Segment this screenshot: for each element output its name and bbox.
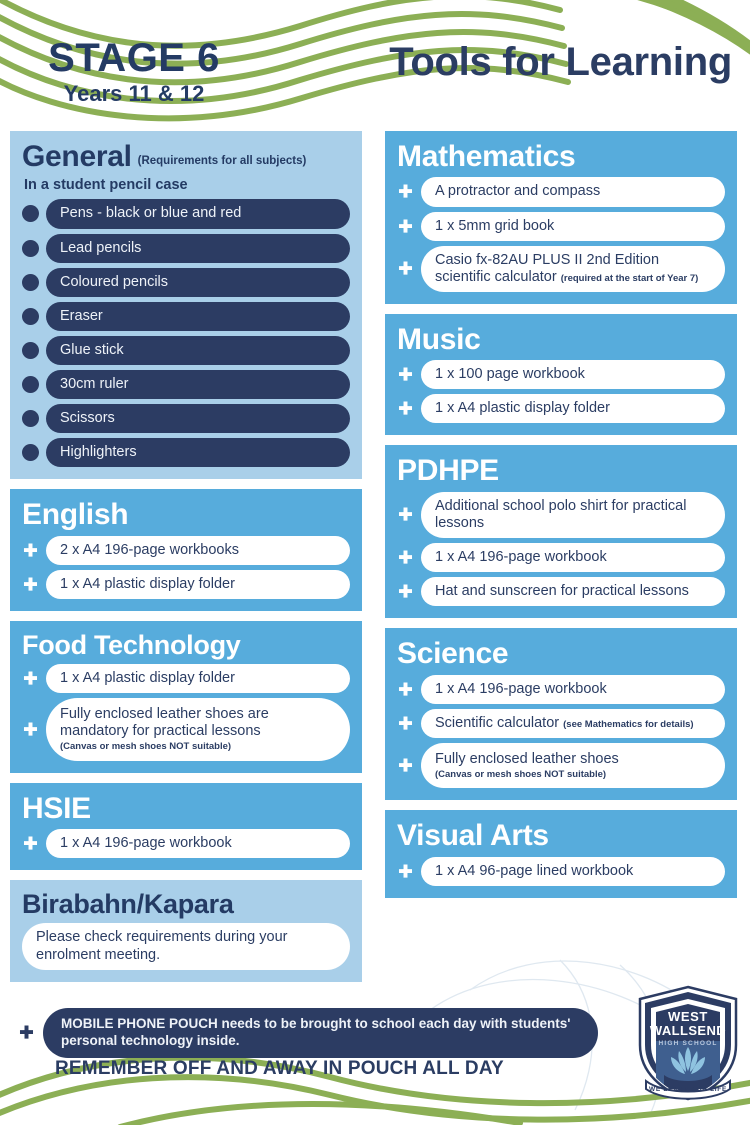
card-title: Visual Arts xyxy=(397,819,549,853)
card-note: (Requirements for all subjects) xyxy=(137,155,307,167)
subject-card-visual-arts xyxy=(385,810,737,898)
list-item xyxy=(22,199,350,228)
item-text: 2 x A4 196-page workbooks xyxy=(60,541,239,558)
item-pill xyxy=(421,246,725,292)
item-text: 1 x A4 plastic display folder xyxy=(60,670,235,687)
item-text: 1 x A4 plastic display folder xyxy=(60,575,235,592)
list-item xyxy=(397,857,725,886)
remember-notice: REMEMBER OFF AND AWAY IN POUCH ALL DAY xyxy=(55,1058,504,1079)
plus-icon xyxy=(397,681,414,698)
mobile-phone-pouch-row xyxy=(18,1008,598,1058)
list-item xyxy=(397,360,725,389)
list-item xyxy=(397,675,725,704)
item-pill xyxy=(46,268,350,297)
item-pill xyxy=(46,404,350,433)
card-title: Mathematics xyxy=(397,140,576,173)
item-pill xyxy=(421,394,725,423)
item-list xyxy=(397,360,725,423)
subject-card-music xyxy=(385,314,737,436)
card-title: PDHPE xyxy=(397,454,499,488)
item-pill xyxy=(421,577,725,606)
list-item xyxy=(397,577,725,606)
item-pill xyxy=(22,923,350,969)
stage-title: STAGE 6 xyxy=(48,36,220,80)
item-text: Coloured pencils xyxy=(60,273,169,290)
card-title: Birabahn/Kapara xyxy=(22,889,234,920)
list-item xyxy=(22,664,350,693)
plus-icon xyxy=(397,218,414,235)
bullet-dot-icon xyxy=(22,308,39,325)
item-subtext: (Canvas or mesh shoes NOT suitable) xyxy=(435,768,607,780)
item-pill xyxy=(46,664,350,693)
item-text: Pens - black or blue and red xyxy=(60,205,242,222)
item-text: 1 x 5mm grid book xyxy=(435,217,555,234)
list-item xyxy=(397,543,725,572)
poster-header xyxy=(0,38,750,118)
plus-icon xyxy=(22,721,39,738)
item-text: 1 x 100 page workbook xyxy=(435,366,585,383)
card-header xyxy=(22,890,350,919)
plus-icon xyxy=(397,260,414,277)
item-text: Additional school polo shirt for practical lessons xyxy=(435,497,687,531)
list-item xyxy=(22,438,350,467)
item-text: Glue stick xyxy=(60,341,124,358)
item-text: 1 x A4 196-page workbook xyxy=(435,680,607,697)
right-column xyxy=(385,131,737,908)
list-item xyxy=(397,709,725,738)
item-inline-note: (required at the start of Year 7) xyxy=(560,272,699,284)
logo-line2: WALLSEND xyxy=(649,1023,727,1038)
item-pill xyxy=(421,212,725,241)
item-list xyxy=(22,199,350,467)
item-pill xyxy=(46,336,350,365)
bullet-dot-icon xyxy=(22,342,39,359)
plus-icon xyxy=(397,863,414,880)
item-text xyxy=(435,252,711,286)
plus-icon xyxy=(397,506,414,523)
plus-icon xyxy=(22,542,39,559)
plus-icon xyxy=(397,757,414,774)
subject-card-birabahn-kapara xyxy=(10,880,362,981)
list-item xyxy=(22,370,350,399)
list-item xyxy=(22,336,350,365)
item-text: A protractor and compass xyxy=(435,183,601,200)
item-text: Fully enclosed leather shoes xyxy=(435,750,619,767)
item-pill xyxy=(46,570,350,599)
list-item xyxy=(22,268,350,297)
card-header xyxy=(22,499,350,531)
item-list xyxy=(22,923,350,969)
list-item xyxy=(22,536,350,565)
item-text: 30cm ruler xyxy=(60,375,129,392)
item-pill xyxy=(421,857,725,886)
item-pill xyxy=(46,536,350,565)
item-subtext: (Canvas or mesh shoes NOT suitable) xyxy=(60,741,232,753)
logo-line3: HIGH SCHOOL xyxy=(658,1040,718,1047)
school-logo xyxy=(634,985,742,1103)
bullet-dot-icon xyxy=(22,205,39,222)
plus-icon xyxy=(397,549,414,566)
plus-icon xyxy=(18,1024,35,1041)
bullet-dot-icon xyxy=(22,410,39,427)
item-pill xyxy=(46,698,350,761)
item-pill xyxy=(46,829,350,858)
card-header xyxy=(397,820,725,852)
plus-icon xyxy=(397,400,414,417)
list-item xyxy=(22,829,350,858)
subject-card-science xyxy=(385,628,737,800)
card-title: HSIE xyxy=(22,791,91,825)
page-title: Tools for Learning xyxy=(389,40,732,84)
item-pill xyxy=(421,360,725,389)
bullet-dot-icon xyxy=(22,444,39,461)
item-text: 1 x A4 196-page workbook xyxy=(435,549,607,566)
subject-card-pdhpe xyxy=(385,445,737,618)
card-title: Music xyxy=(397,322,481,356)
item-pill xyxy=(421,675,725,704)
list-item xyxy=(22,570,350,599)
item-pill xyxy=(46,302,350,331)
item-text: Scissors xyxy=(60,410,115,427)
card-header xyxy=(22,141,350,173)
item-pill xyxy=(46,438,350,467)
card-header xyxy=(397,141,725,173)
item-inline-note: (see Mathematics for details) xyxy=(563,718,694,730)
plus-icon xyxy=(22,670,39,687)
mobile-phone-pouch-text: MOBILE PHONE POUCH needs to be brought to school each day with students' personal technology inside. xyxy=(61,1016,571,1048)
item-list xyxy=(22,536,350,599)
mobile-phone-pouch-pill xyxy=(43,1008,598,1058)
card-title: General xyxy=(22,140,132,173)
item-pill xyxy=(421,543,725,572)
plus-icon xyxy=(397,183,414,200)
list-item xyxy=(397,743,725,789)
subject-card-food-technology xyxy=(10,621,362,773)
logo-line1: WEST xyxy=(668,1009,708,1024)
card-header xyxy=(397,324,725,356)
list-item xyxy=(397,177,725,206)
item-text: Please check requirements during your enrolment meeting. xyxy=(36,929,288,963)
item-pill xyxy=(46,370,350,399)
item-text: Lead pencils xyxy=(60,239,142,256)
list-item xyxy=(22,404,350,433)
list-item xyxy=(397,394,725,423)
card-header xyxy=(397,455,725,487)
item-pill xyxy=(421,743,725,789)
subject-card-english xyxy=(10,489,362,611)
list-item xyxy=(22,923,350,969)
plus-icon xyxy=(22,835,39,852)
logo-ribbon-text: WE LEARN FOR LIFE xyxy=(649,1086,727,1093)
list-item xyxy=(22,698,350,761)
card-header xyxy=(397,638,725,670)
item-list xyxy=(22,829,350,858)
stage-block xyxy=(24,38,244,107)
item-text xyxy=(435,715,711,732)
card-title: English xyxy=(22,498,129,532)
left-column xyxy=(10,131,362,992)
card-header xyxy=(22,631,350,660)
bullet-dot-icon xyxy=(22,240,39,257)
item-pill xyxy=(46,199,350,228)
item-list xyxy=(397,177,725,291)
list-item xyxy=(397,492,725,538)
card-subtitle: In a student pencil case xyxy=(24,177,188,194)
card-title: Food Technology xyxy=(22,629,241,660)
plus-icon xyxy=(397,715,414,732)
item-pill xyxy=(46,234,350,263)
bullet-dot-icon xyxy=(22,376,39,393)
plus-icon xyxy=(22,576,39,593)
plus-icon xyxy=(397,366,414,383)
bullet-dot-icon xyxy=(22,274,39,291)
item-pill xyxy=(421,177,725,206)
item-text-main: Casio fx-82AU PLUS II 2nd Edition scientific calculator xyxy=(435,251,660,285)
list-item xyxy=(22,234,350,263)
plus-icon xyxy=(397,583,414,600)
item-text: Fully enclosed leather shoes are mandatory for practical lessons xyxy=(60,706,269,740)
item-text: 1 x A4 plastic display folder xyxy=(435,400,610,417)
item-text: Highlighters xyxy=(60,444,137,461)
item-list xyxy=(397,675,725,789)
item-pill xyxy=(421,709,725,738)
subject-card-mathematics xyxy=(385,131,737,304)
item-list xyxy=(397,492,725,606)
item-text: 1 x A4 96-page lined workbook xyxy=(435,862,634,879)
item-pill xyxy=(421,492,725,538)
card-title: Science xyxy=(397,637,509,671)
subject-card-general xyxy=(10,131,362,479)
list-item xyxy=(397,212,725,241)
card-header xyxy=(22,793,350,825)
item-text: 1 x A4 196-page workbook xyxy=(60,835,232,852)
subject-card-hsie xyxy=(10,783,362,871)
list-item xyxy=(22,302,350,331)
list-item xyxy=(397,246,725,292)
item-text: Eraser xyxy=(60,307,103,324)
item-list xyxy=(22,664,350,761)
item-list xyxy=(397,857,725,886)
item-text-main: Scientific calculator xyxy=(435,714,560,731)
stage-subtitle: Years 11 & 12 xyxy=(63,80,205,106)
item-text: Hat and sunscreen for practical lessons xyxy=(435,583,689,600)
